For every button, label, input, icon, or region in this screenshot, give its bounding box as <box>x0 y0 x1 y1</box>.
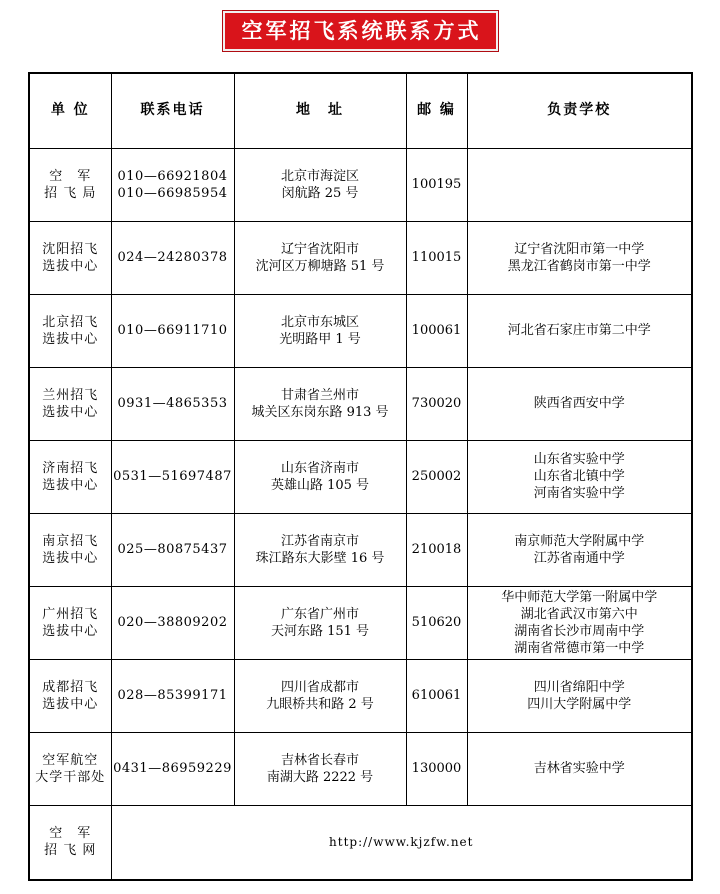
phone-cell-line: 010—66985954 <box>117 185 228 201</box>
unit-cell <box>29 148 111 221</box>
address-cell-line: 广东省广州市 <box>280 606 359 622</box>
address-cell-line: 山东省济南市 <box>280 460 359 476</box>
schools-cell-line: 湖南省常德市第一中学 <box>514 640 645 656</box>
schools-cell-line: 湖南省长沙市周南中学 <box>514 623 645 639</box>
schools-cell-line: 山东省北镇中学 <box>533 469 625 484</box>
schools-cell-line: 南京师范大学附属中学 <box>514 533 645 549</box>
address-cell-line: 北京市海淀区 <box>280 168 359 184</box>
schools-cell <box>467 732 692 805</box>
address-cell-line: 沈河区万柳塘路 51 号 <box>255 258 385 274</box>
phone-cell-line: 025—80875437 <box>117 542 228 557</box>
postcode-cell: 210018 <box>406 513 467 586</box>
table-row <box>29 148 692 221</box>
address-cell <box>234 294 406 367</box>
postcode-cell: 110015 <box>406 221 467 294</box>
schools-cell-line: 湖北省武汉市第六中 <box>520 606 638 622</box>
schools-cell-line: 河北省石家庄市第二中学 <box>507 323 651 338</box>
schools-cell <box>467 586 692 659</box>
schools-cell-line: 华中师范大学第一附属中学 <box>501 589 658 605</box>
contacts-table <box>28 72 693 881</box>
address-cell <box>234 513 406 586</box>
phone-cell-line: 010—66921804 <box>117 168 228 184</box>
footer-url-cell <box>111 805 692 880</box>
table-row <box>29 367 692 440</box>
table-row <box>29 294 692 367</box>
phone-cell-line: 0431—86959229 <box>113 761 232 776</box>
phone-cell-line: 0931—4865353 <box>117 396 228 411</box>
table-row <box>29 659 692 732</box>
address-cell-line: 甘肃省兰州市 <box>280 387 359 403</box>
schools-cell <box>467 659 692 732</box>
table-row <box>29 440 692 513</box>
unit-cell-line: 沈阳招飞 <box>42 241 99 257</box>
unit-cell-line: 兰州招飞 <box>42 387 99 403</box>
schools-cell-line: 四川省绵阳中学 <box>533 679 625 695</box>
unit-cell-line: 选拔中心 <box>42 623 99 639</box>
phone-cell <box>111 367 234 440</box>
unit-cell-line: 选拔中心 <box>42 258 99 274</box>
phone-cell-line: 010—66911710 <box>117 323 228 338</box>
unit-cell-line: 大学干部处 <box>35 769 106 785</box>
website-link[interactable]: http://www.kjzfw.net <box>329 834 474 849</box>
address-cell-line: 南湖大路 2222 号 <box>266 769 374 785</box>
unit-cell-line: 空军航空 <box>42 752 99 768</box>
address-cell-line: 辽宁省沈阳市 <box>280 241 359 257</box>
phone-cell <box>111 586 234 659</box>
postcode-cell: 100061 <box>406 294 467 367</box>
address-cell <box>234 367 406 440</box>
address-cell <box>234 586 406 659</box>
schools-cell <box>467 148 692 221</box>
address-cell <box>234 732 406 805</box>
unit-cell <box>29 221 111 294</box>
address-cell-line: 九眼桥共和路 2 号 <box>266 696 374 712</box>
table-row <box>29 732 692 805</box>
phone-cell <box>111 148 234 221</box>
phone-cell <box>111 659 234 732</box>
unit-cell <box>29 367 111 440</box>
schools-cell <box>467 513 692 586</box>
table-row <box>29 221 692 294</box>
unit-cell <box>29 659 111 732</box>
unit-cell-line: 选拔中心 <box>42 696 99 712</box>
footer-row <box>29 805 692 880</box>
unit-cell-line: 选拔中心 <box>42 477 99 493</box>
footer-unit-cell <box>29 805 111 880</box>
address-cell-line: 四川省成都市 <box>280 679 359 695</box>
address-cell <box>234 148 406 221</box>
phone-cell-line: 028—85399171 <box>117 688 228 703</box>
address-cell-line: 闵航路 25 号 <box>281 185 359 201</box>
phone-cell <box>111 294 234 367</box>
unit-cell-line: 选拔中心 <box>42 404 99 420</box>
address-cell <box>234 659 406 732</box>
unit-cell-line: 广州招飞 <box>42 606 99 622</box>
unit-cell-line: 选拔中心 <box>42 550 99 566</box>
schools-cell-line: 四川大学附属中学 <box>527 696 632 712</box>
footer-unit-line: 招 飞 网 <box>44 843 97 859</box>
schools-cell-line: 吉林省实验中学 <box>533 761 625 776</box>
postcode-cell: 250002 <box>406 440 467 513</box>
schools-cell-line: 黑龙江省鹤岗市第一中学 <box>507 258 651 274</box>
postcode-cell: 100195 <box>406 148 467 221</box>
schools-cell <box>467 367 692 440</box>
header-schools: 负责学校 <box>467 73 692 148</box>
table-header-row <box>29 73 692 148</box>
address-cell-line: 北京市东城区 <box>280 314 359 330</box>
address-cell <box>234 440 406 513</box>
address-cell-line: 珠江路东大影壁 16 号 <box>255 550 385 566</box>
phone-cell-line: 024—24280378 <box>117 250 228 265</box>
unit-cell-line: 选拔中心 <box>42 331 99 347</box>
title-banner <box>0 0 720 66</box>
unit-cell-line: 成都招飞 <box>42 679 99 695</box>
postcode-cell: 130000 <box>406 732 467 805</box>
address-cell-line: 吉林省长春市 <box>280 752 359 768</box>
unit-cell-line: 空 军 <box>49 168 92 184</box>
schools-cell-line: 辽宁省沈阳市第一中学 <box>514 241 645 257</box>
schools-cell-line: 江苏省南通中学 <box>533 550 625 566</box>
unit-cell <box>29 586 111 659</box>
schools-cell-line: 河南省实验中学 <box>533 486 625 501</box>
unit-cell-line: 南京招飞 <box>42 533 99 549</box>
page-title: 空军招飞系统联系方式 <box>223 11 498 51</box>
unit-cell <box>29 440 111 513</box>
table-row <box>29 586 692 659</box>
header-address: 地 址 <box>234 73 406 148</box>
unit-cell <box>29 513 111 586</box>
address-cell-line: 英雄山路 105 号 <box>270 477 370 493</box>
phone-cell-line: 020—38809202 <box>117 615 228 630</box>
header-phone: 联系电话 <box>111 73 234 148</box>
phone-cell <box>111 221 234 294</box>
unit-cell-line: 招 飞 局 <box>44 185 97 201</box>
unit-cell <box>29 732 111 805</box>
schools-cell-line: 陕西省西安中学 <box>533 396 625 411</box>
schools-cell <box>467 221 692 294</box>
address-cell-line: 江苏省南京市 <box>280 533 359 549</box>
schools-cell <box>467 440 692 513</box>
address-cell-line: 天河东路 151 号 <box>270 623 370 639</box>
address-cell-line: 光明路甲 1 号 <box>279 331 361 347</box>
phone-cell-line: 0531—51697487 <box>113 469 232 484</box>
address-cell-line: 城关区东岗东路 913 号 <box>251 404 389 420</box>
footer-unit-line: 空 军 <box>49 826 92 842</box>
unit-cell-line: 济南招飞 <box>42 460 99 476</box>
schools-cell <box>467 294 692 367</box>
unit-cell <box>29 294 111 367</box>
header-postcode: 邮 编 <box>406 73 467 148</box>
phone-cell <box>111 732 234 805</box>
schools-cell-line: 山东省实验中学 <box>533 452 625 467</box>
phone-cell <box>111 440 234 513</box>
postcode-cell: 730020 <box>406 367 467 440</box>
unit-cell-line: 北京招飞 <box>42 314 99 330</box>
table-row <box>29 513 692 586</box>
phone-cell <box>111 513 234 586</box>
header-unit: 单 位 <box>29 73 111 148</box>
table-body <box>29 148 692 805</box>
postcode-cell: 610061 <box>406 659 467 732</box>
address-cell <box>234 221 406 294</box>
postcode-cell: 510620 <box>406 586 467 659</box>
